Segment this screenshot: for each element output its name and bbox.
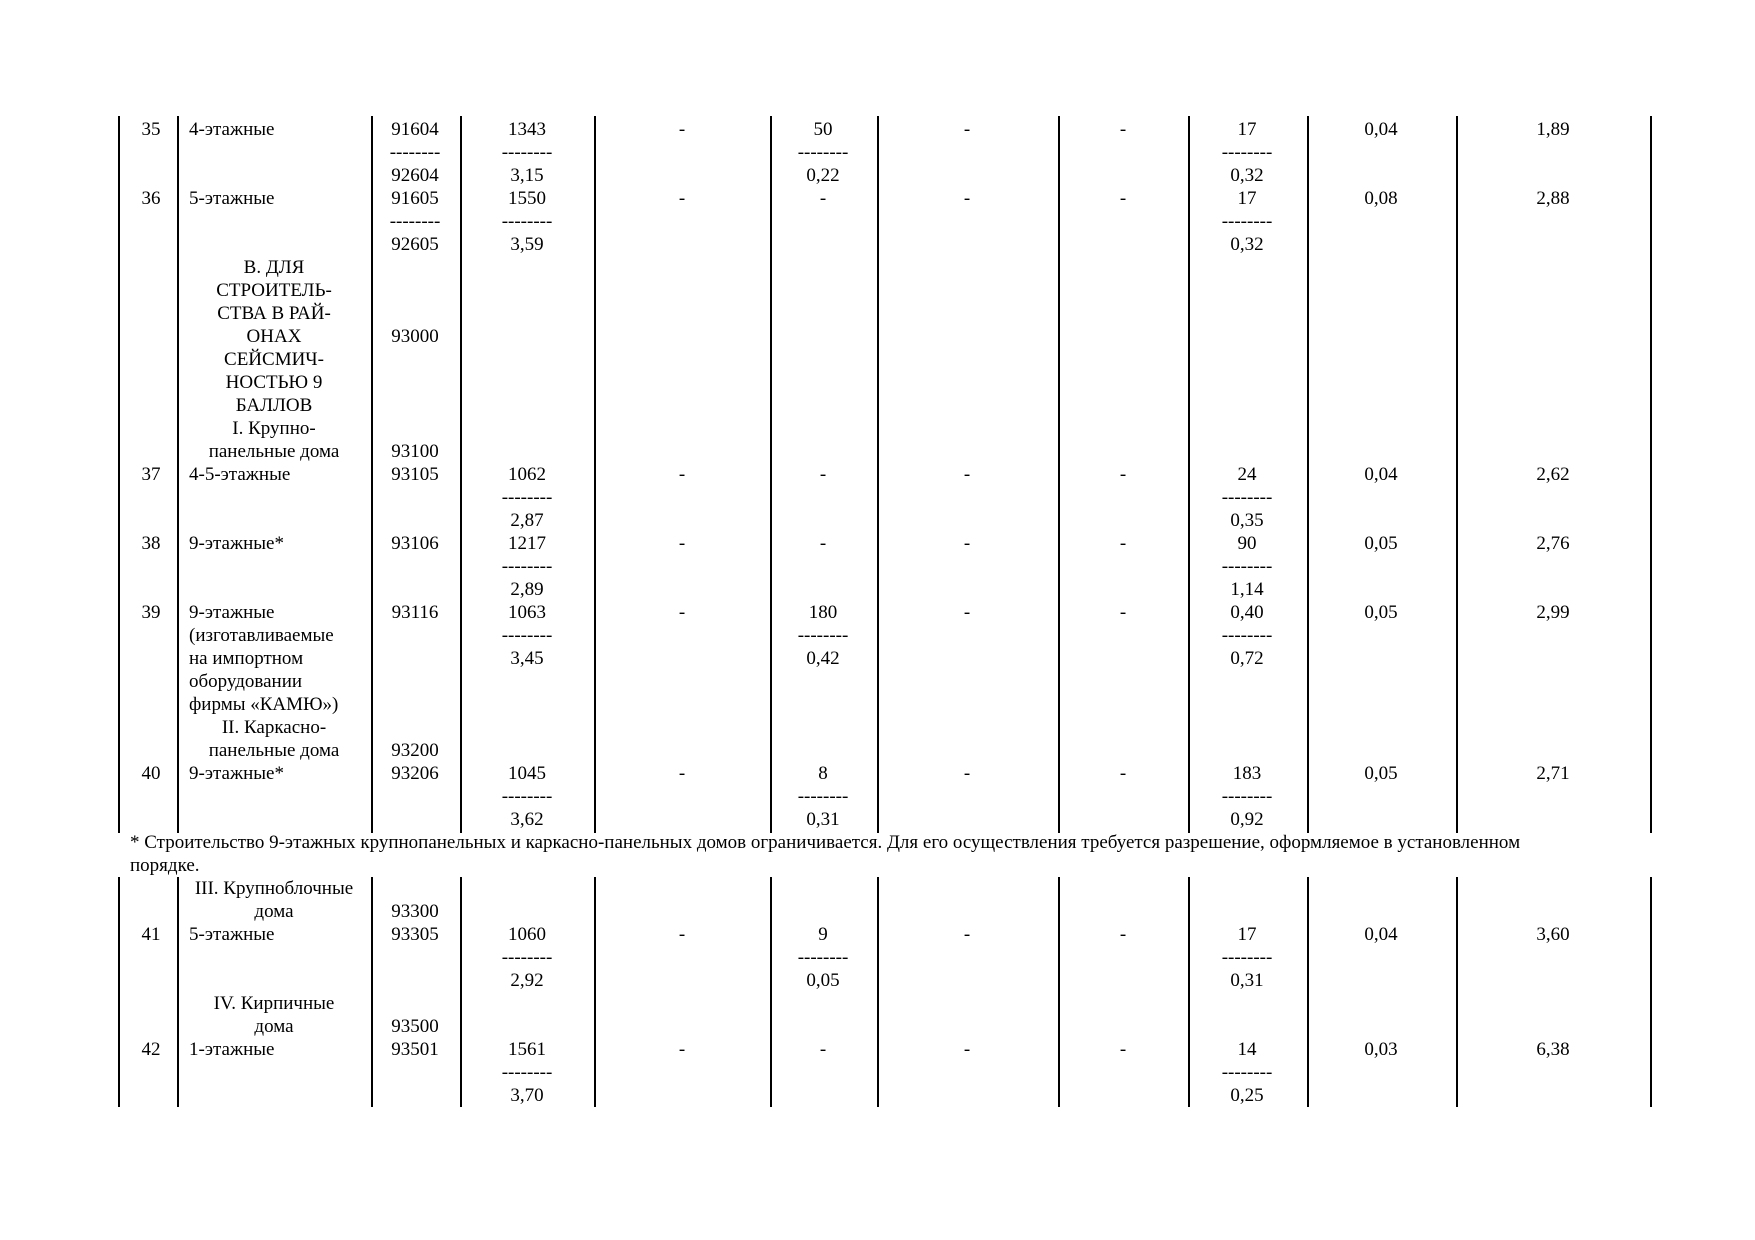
value-cell-c6: 0,32 xyxy=(1230,165,1264,186)
row-number: 36 xyxy=(141,188,161,209)
value-cell-c6: -------- xyxy=(1221,556,1273,577)
value-cell-c3: - xyxy=(819,464,827,485)
table-column-rule xyxy=(594,116,596,833)
value-cell-c6: 0,35 xyxy=(1230,510,1264,531)
value-cell-c6: 0,40 xyxy=(1230,602,1264,623)
value-cell-c1: 3,45 xyxy=(510,648,544,669)
table-column-rule xyxy=(460,877,462,1107)
value-cell-c6: 183 xyxy=(1232,763,1262,784)
value-cell-c6: -------- xyxy=(1221,947,1273,968)
value-cell-c1: 2,89 xyxy=(510,579,544,600)
code-cell-line: 91605 xyxy=(391,188,439,209)
table-column-rule xyxy=(118,116,120,833)
footnote: * Строительство 9-этажных крупнопанельных и каркасно-панельных домов ограничивается. Для его осуществления требуется разрешение, оформляемое в установленном порядке. xyxy=(130,832,1521,876)
table-column-rule xyxy=(177,877,179,1107)
value-cell-c6: 0,32 xyxy=(1230,234,1264,255)
value-cell-c6: -------- xyxy=(1221,211,1273,232)
section-heading-line: IV. Кирпичные xyxy=(213,993,335,1014)
value-cell-c3: -------- xyxy=(797,786,849,807)
value-cell-c6: -------- xyxy=(1221,786,1273,807)
building-type-line: 9-этажные* xyxy=(189,533,284,554)
section-heading-line: II. Каркасно- xyxy=(221,717,327,738)
value-cell-c7: 0,04 xyxy=(1364,924,1398,945)
value-cell-c3: 0,42 xyxy=(806,648,840,669)
value-cell-c1: -------- xyxy=(501,625,553,646)
value-cell-c3: - xyxy=(819,188,827,209)
building-type-line: фирмы «КАМЮ») xyxy=(189,694,339,715)
value-cell-c8: 2,76 xyxy=(1536,533,1570,554)
value-cell-c3: 0,22 xyxy=(806,165,840,186)
value-cell-c3: -------- xyxy=(797,625,849,646)
value-cell-c5: - xyxy=(1119,533,1127,554)
code-cell-line: 93100 xyxy=(391,441,439,462)
value-cell-c3: -------- xyxy=(797,947,849,968)
table-column-rule xyxy=(1307,116,1309,833)
value-cell-c6: -------- xyxy=(1221,142,1273,163)
table-column-rule xyxy=(1188,116,1190,833)
code-cell-line: 92604 xyxy=(391,165,439,186)
value-cell-c2: - xyxy=(678,924,686,945)
code-cell-line: 93300 xyxy=(391,901,439,922)
value-cell-c2: - xyxy=(678,602,686,623)
value-cell-c3: - xyxy=(819,1039,827,1060)
value-cell-c7: 0,05 xyxy=(1364,533,1398,554)
building-type-line: 5-этажные xyxy=(189,924,275,945)
code-cell-line: 91604 xyxy=(391,119,439,140)
value-cell-c6: 24 xyxy=(1237,464,1257,485)
value-cell-c3: 0,31 xyxy=(806,809,840,830)
value-cell-c8: 6,38 xyxy=(1536,1039,1570,1060)
value-cell-c7: 0,03 xyxy=(1364,1039,1398,1060)
value-cell-c4: - xyxy=(963,188,971,209)
code-cell-line: -------- xyxy=(389,142,441,163)
value-cell-c6: 17 xyxy=(1237,188,1257,209)
table-column-rule xyxy=(118,877,120,1107)
value-cell-c1: -------- xyxy=(501,947,553,968)
value-cell-c6: 0,72 xyxy=(1230,648,1264,669)
value-cell-c5: - xyxy=(1119,602,1127,623)
row-number: 42 xyxy=(141,1039,161,1060)
table-column-rule xyxy=(460,116,462,833)
section-heading-line: СЕЙСМИЧ- xyxy=(224,349,324,370)
row-number: 35 xyxy=(141,119,161,140)
value-cell-c6: 90 xyxy=(1237,533,1257,554)
building-type-line: оборудовании xyxy=(189,671,303,692)
code-cell-line: 93305 xyxy=(391,924,439,945)
row-number: 40 xyxy=(141,763,161,784)
row-number: 39 xyxy=(141,602,161,623)
code-cell-line: -------- xyxy=(389,211,441,232)
value-cell-c4: - xyxy=(963,602,971,623)
value-cell-c8: 2,62 xyxy=(1536,464,1570,485)
building-type-line: 1-этажные xyxy=(189,1039,275,1060)
value-cell-c6: 17 xyxy=(1237,119,1257,140)
code-cell-line: 93206 xyxy=(391,763,439,784)
value-cell-c5: - xyxy=(1119,119,1127,140)
value-cell-c8: 2,71 xyxy=(1536,763,1570,784)
section-heading-line: ОНАХ xyxy=(246,326,302,347)
value-cell-c5: - xyxy=(1119,464,1127,485)
value-cell-c7: 0,05 xyxy=(1364,763,1398,784)
section-heading-line: дома xyxy=(254,901,294,922)
value-cell-c4: - xyxy=(963,533,971,554)
value-cell-c3: 0,05 xyxy=(806,970,840,991)
value-cell-c2: - xyxy=(678,1039,686,1060)
building-type-line: (изготавливаемые xyxy=(189,625,334,646)
value-cell-c1: 1550 xyxy=(508,188,546,209)
value-cell-c1: -------- xyxy=(501,1062,553,1083)
value-cell-c1: -------- xyxy=(501,211,553,232)
value-cell-c6: 1,14 xyxy=(1230,579,1264,600)
value-cell-c3: 50 xyxy=(813,119,833,140)
building-type-line: на импортном xyxy=(189,648,304,669)
value-cell-c7: 0,04 xyxy=(1364,464,1398,485)
value-cell-c2: - xyxy=(678,119,686,140)
code-cell-line: 93501 xyxy=(391,1039,439,1060)
code-cell-line: 92605 xyxy=(391,234,439,255)
table-column-rule xyxy=(1058,116,1060,833)
section-heading-line: НОСТЬЮ 9 xyxy=(225,372,323,393)
value-cell-c1: 3,62 xyxy=(510,809,544,830)
table-column-rule xyxy=(770,116,772,833)
table-column-rule xyxy=(594,877,596,1107)
section-heading-line: СТРОИТЕЛЬ- xyxy=(216,280,332,301)
section-heading-line: панельные дома xyxy=(208,441,340,462)
table-column-rule xyxy=(371,116,373,833)
section-heading-line: СТВА В РАЙ- xyxy=(217,303,331,324)
value-cell-c1: 1063 xyxy=(508,602,546,623)
section-heading-line: В. ДЛЯ xyxy=(243,257,305,278)
value-cell-c6: 0,92 xyxy=(1230,809,1264,830)
table-column-rule xyxy=(1650,116,1652,833)
value-cell-c2: - xyxy=(678,188,686,209)
value-cell-c3: 9 xyxy=(818,924,828,945)
row-number: 38 xyxy=(141,533,161,554)
code-cell-line: 93116 xyxy=(391,602,439,623)
table-column-rule xyxy=(1188,877,1190,1107)
value-cell-c6: 0,31 xyxy=(1230,970,1264,991)
code-cell-line: 93000 xyxy=(391,326,439,347)
value-cell-c3: 180 xyxy=(808,602,838,623)
value-cell-c1: 1062 xyxy=(508,464,546,485)
value-cell-c8: 3,60 xyxy=(1536,924,1570,945)
table-column-rule xyxy=(1650,877,1652,1107)
value-cell-c6: 17 xyxy=(1237,924,1257,945)
value-cell-c4: - xyxy=(963,119,971,140)
value-cell-c1: -------- xyxy=(501,556,553,577)
table-column-rule xyxy=(1456,877,1458,1107)
section-heading-line: панельные дома xyxy=(208,740,340,761)
row-number: 37 xyxy=(141,464,161,485)
value-cell-c2: - xyxy=(678,763,686,784)
value-cell-c8: 2,88 xyxy=(1536,188,1570,209)
table-column-rule xyxy=(770,877,772,1107)
value-cell-c5: - xyxy=(1119,763,1127,784)
value-cell-c4: - xyxy=(963,924,971,945)
value-cell-c5: - xyxy=(1119,1039,1127,1060)
value-cell-c7: 0,05 xyxy=(1364,602,1398,623)
section-heading-line: дома xyxy=(254,1016,294,1037)
table-column-rule xyxy=(1307,877,1309,1107)
value-cell-c3: - xyxy=(819,533,827,554)
value-cell-c1: 3,15 xyxy=(510,165,544,186)
building-type-line: 4-5-этажные xyxy=(189,464,291,485)
value-cell-c6: -------- xyxy=(1221,487,1273,508)
value-cell-c6: 14 xyxy=(1237,1039,1257,1060)
value-cell-c1: -------- xyxy=(501,142,553,163)
code-cell-line: 93106 xyxy=(391,533,439,554)
table-column-rule xyxy=(877,877,879,1107)
value-cell-c1: -------- xyxy=(501,487,553,508)
value-cell-c8: 2,99 xyxy=(1536,602,1570,623)
value-cell-c3: 8 xyxy=(818,763,828,784)
value-cell-c4: - xyxy=(963,1039,971,1060)
value-cell-c1: 1060 xyxy=(508,924,546,945)
table-column-rule xyxy=(177,116,179,833)
building-type-line: 5-этажные xyxy=(189,188,275,209)
value-cell-c4: - xyxy=(963,464,971,485)
value-cell-c7: 0,04 xyxy=(1364,119,1398,140)
value-cell-c1: 3,70 xyxy=(510,1085,544,1106)
value-cell-c1: 2,92 xyxy=(510,970,544,991)
building-type-line: 9-этажные* xyxy=(189,763,284,784)
value-cell-c1: 2,87 xyxy=(510,510,544,531)
value-cell-c2: - xyxy=(678,464,686,485)
table-column-rule xyxy=(371,877,373,1107)
value-cell-c1: -------- xyxy=(501,786,553,807)
code-cell-line: 93105 xyxy=(391,464,439,485)
table-column-rule xyxy=(1456,116,1458,833)
section-heading-line: БАЛЛОВ xyxy=(235,395,313,416)
value-cell-c2: - xyxy=(678,533,686,554)
value-cell-c1: 1343 xyxy=(508,119,546,140)
value-cell-c6: 0,25 xyxy=(1230,1085,1264,1106)
value-cell-c4: - xyxy=(963,763,971,784)
value-cell-c1: 1217 xyxy=(508,533,546,554)
value-cell-c8: 1,89 xyxy=(1536,119,1570,140)
value-cell-c1: 1561 xyxy=(508,1039,546,1060)
table-column-rule xyxy=(877,116,879,833)
row-number: 41 xyxy=(141,924,161,945)
table-column-rule xyxy=(1058,877,1060,1107)
section-heading-line: III. Крупноблочные xyxy=(194,878,354,899)
value-cell-c1: 1045 xyxy=(508,763,546,784)
building-type-line: 9-этажные xyxy=(189,602,275,623)
value-cell-c1: 3,59 xyxy=(510,234,544,255)
value-cell-c6: -------- xyxy=(1221,1062,1273,1083)
value-cell-c3: -------- xyxy=(797,142,849,163)
value-cell-c6: -------- xyxy=(1221,625,1273,646)
code-cell-line: 93200 xyxy=(391,740,439,761)
value-cell-c5: - xyxy=(1119,188,1127,209)
building-type-line: 4-этажные xyxy=(189,119,275,140)
value-cell-c5: - xyxy=(1119,924,1127,945)
value-cell-c7: 0,08 xyxy=(1364,188,1398,209)
code-cell-line: 93500 xyxy=(391,1016,439,1037)
section-heading-line: I. Крупно- xyxy=(232,418,316,439)
